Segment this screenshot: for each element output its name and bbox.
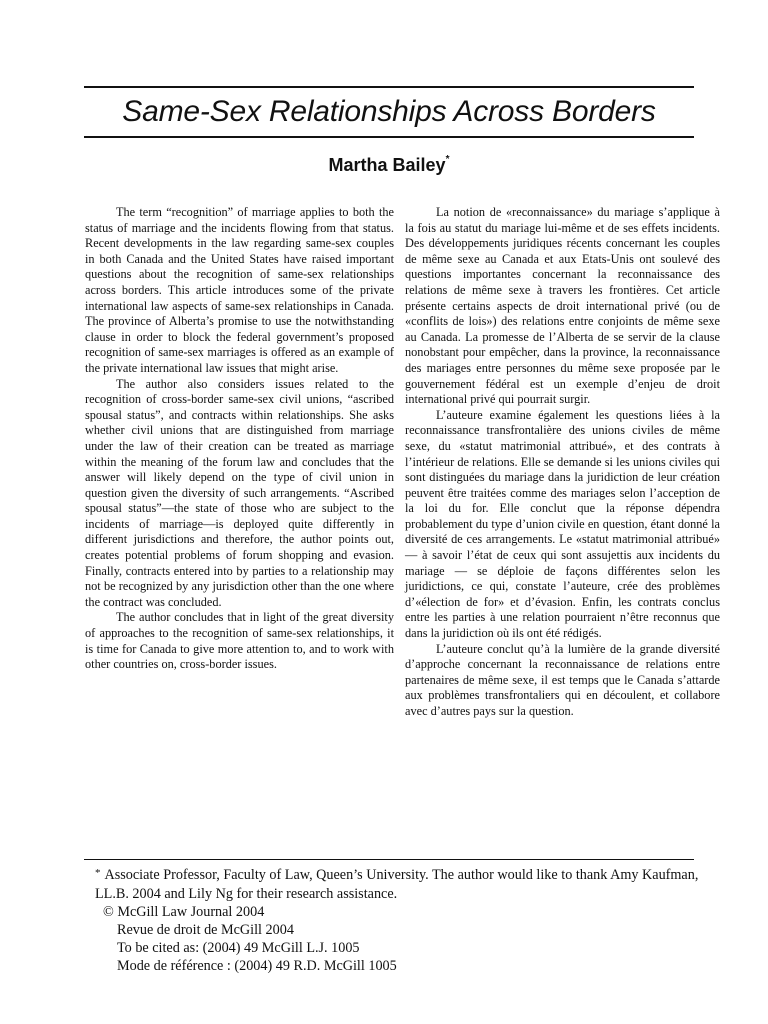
author-line (84, 150, 694, 177)
abstract-french (405, 205, 720, 720)
abstract-en-paragraph: The author also considers issues related to the recognition of cross-border same-sex civil unions, “ascribed spousal status”, and contracts within relationships. She asks whether civil unions that are distinguished from marriage under the law of their creation can be treated as marriage within the meaning of the forum law and concludes that the answer will likely depend on the type of civil union in question given the diversity of such arrangements. “Ascribed spousal status”—the state of those who are subject to the incidents of marriage—is deployed quite differently in different jurisdictions and therefore, the author points out, creates potential problems of forum shopping and evasion. Finally, contracts entered into by parties to a relationship may not be recognized by any jurisdiction other than the one where the contract was concluded. (85, 376, 394, 609)
footnote-affiliation (95, 866, 725, 903)
abstract-fr-paragraph: La notion de «reconnaissance» du mariage s’applique à la fois au statut du mariage lui-même et de ses effets incidents. Des développements juridiques récents concernant les couples de même sexe au Canada et aux Etats-Unis ont soulevé des questions importantes concernant la reconnaissance des relations de même sexe à travers les frontières. Cet article présente certains aspects de droit international privé (ou de «conflits de lois») des relations entre conjoints de même sexe au Canada. La promesse de l’Alberta de se servir de la clause nonobstant pour empêcher, dans la province, la reconnaissance des mariages entre personnes du même sexe proposée par le gouvernement fédéral est un exemple d’enjeu de droit international privé qui pourrait surgir. (405, 205, 720, 407)
abstract-fr-paragraph: L’auteure examine également les questions liées à la reconnaissance transfrontalière des unions civiles de même sexe, du «statut matrimonial attribué», et des contrats à l’intérieur de relations. Elle se demande si les unions civiles qui sont distinguées du mariage dans la juridiction de leur création peuvent être traitées comme des mariages selon l’acception de la loi du for. Elle conclut que la réponse dépendra probablement du type d’union civile en question, étant donné la diversité de ces arrangements. Le «statut matrimonial attribué» — à savoir l’état de ceux qui sont assujettis aux incidents du mariage — se déploie de façons différentes selon les juridictions, ce qui, constate l’auteure, crée des problèmes d’«élection de for» et d’évasion. Enfin, les contrats conclus entre les parties à une relation pourraient n’être reconnus que dans la juridiction où ils ont été rédigés. (405, 407, 720, 641)
footnote-marker: * (95, 867, 101, 879)
footnote-revue: Revue de droit de McGill 2004 (117, 922, 294, 938)
footnote-cite-en: To be cited as: (2004) 49 McGill L.J. 1005 (117, 940, 360, 956)
article-title: Same-Sex Relationships Across Borders (122, 95, 656, 128)
footnote-cite-fr: Mode de référence : (2004) 49 R.D. McGill 1005 (117, 958, 397, 974)
footnote-affiliation-text: Associate Professor, Faculty of Law, Queen’s University. The author would like to thank Amy Kaufman, LL.B. 2004 and Lily Ng for their research assistance. (95, 867, 699, 902)
abstract-fr-paragraph: L’auteure conclut qu’à la lumière de la grande diversité d’approche concernant la reconnaissance de relations entre partenaires de même sexe, il est temps que le Canada s’attarde aux problèmes transfrontaliers qui en découlent, et collabore avec d’autres pays sur la question. (405, 641, 720, 718)
title-rule-top (84, 86, 694, 88)
author-footnote-marker: * (445, 154, 450, 165)
abstract-english (85, 205, 394, 673)
footnote-separator (84, 859, 694, 860)
footnotes (95, 866, 725, 975)
footnote-copyright: © McGill Law Journal 2004 (103, 904, 265, 920)
abstract-en-paragraph: The term “recognition” of marriage applies to both the status of marriage and the incidents flowing from that status. Recent developments in the law regarding same-sex couples in both Canada and the United States have raised important questions about the recognition of same-sex relationships across borders. This article introduces some of the private international law aspects of same-sex relationships in Canada. The province of Alberta’s promise to use the notwithstanding clause in order to block the federal government’s proposed recognition of same-sex marriages is offered as an example of the private international law issues that might arise. (85, 205, 394, 375)
author-name: Martha Bailey (328, 155, 446, 175)
title-rule-bottom (84, 136, 694, 138)
abstract-en-paragraph: The author concludes that in light of the great diversity of approaches to the recognition of same-sex relationships, it is time for Canada to give more attention to, and to work with other countries on, cross-border issues. (85, 610, 394, 672)
